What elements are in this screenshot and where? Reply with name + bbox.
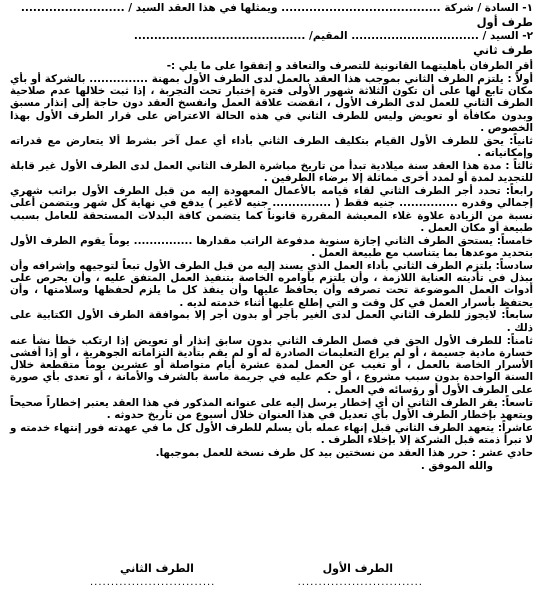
- clause-8: ثامناً: للطرف الأول الحق في فصل الطرف الثاني بدون سابق إنذار أو تعويض إذا ارتكب خطأ نشأ عنه خسارة مادية جسيمة ، أو لم يراع التعليمات الصادرة له أو لم يقم بتأدية التزاماته الجوهرية ، أو إذا أفشى الأسرار الخاصة بالعمل ، أو تغيب عن العمل لمدة عشرة أيام متواصلة أو عشرين يوماً متقطعة خلال السنة الواحدة بدون سبب مشروع ، أو حكم عليه في جريمة ماسة بالشرف والأمانة ، أو تعدى بأي صورة على الطرف الأول أو رؤسائه في العمل .: [10, 334, 533, 396]
- clause-1: أولاً : يلتزم الطرف الثاني بموجب هذا العقد بالعمل لدى الطرف الأول بمهنة ............... بالشركة أو بأي مكان تابع لها على أن تكون الثلاثة شهور الأولى فترة إختبار تحت التجربة ، إذا ثبت خلالها عدم صلاحية الطرف الثاني للعمل لدى الطرف الأول ، انقضت علاقة العمل وانفسخ العقد دون حاجة إلى إنذار مسبق وبدون مكافأة أو تعويض وليس للطرف الثاني في هذه الحالة الاعتراض على قرار الطرف الأول بهذا الخصوص .: [10, 72, 533, 134]
- clause-10: عاشراً: يتعهد الطرف الثاني قبل إنهاء عمله بأن يسلم للطرف الأول كل ما في عهدته فور إنتهاء خدمته و لا تبرأ ذمته قبل الشركة إلا بإخلاء الطرف .: [10, 421, 533, 446]
- closing-text: والله الموفق .: [420, 459, 493, 472]
- second-party-signature-line: ..............................: [90, 577, 216, 588]
- clause-9: تاسعاً: يقر الطرف الثاني أن أي إخطار يرسل إليه على عنوانه المذكور في هذا العقد يعتبر إخطاراً صحيحاً ويتعهد بإخطار الطرف الأول بأي تعديل في هذا العنوان خلال أسبوع من تاريخ حدوثه .: [10, 396, 533, 421]
- clause-2: ثانياً: يحق للطرف الأول القيام بتكليف الطرف الثاني بأداء أي عمل آخر بشرط ألا يتعارض مع قدراته وإمكانياته .: [10, 134, 533, 160]
- clause-6: سادساً: يلتزم الطرف الثاني بأداء العمل الذي يسند إليه من قبل الطرف الأول تبعاً لتوجيهه وإشرافه وأن يبذل في تأديته العناية اللازمة ، وأن يلتزم بأوامره الخاصة بتنفيذ العمل المتفق عليه ، وأن يحرص على أدوات العمل الموضوعة تحت تصرفه وأن يحافظ عليها وأن ينفذ كل ما يلزم لحفظها وسلامتها ، وأن يحتفظ بأسرار العمل في كل وقت و التي إطلع عليها أثناء خدمته لديه .: [10, 259, 533, 309]
- contract-body: [10, 60, 533, 472]
- first-party-line: ١- السادة / شركة ........................................ ويمثلها في هذا العقد السيد / ..........................: [20, 2, 533, 14]
- second-party-label: طرف ثاني: [473, 43, 533, 57]
- clause-11: حادي عشر : حرر هذا العقد من نسختين بيد كل طرف نسخة للعمل بموجبها.: [155, 446, 533, 459]
- first-party-signature-line: ..............................: [297, 577, 423, 588]
- second-party-line: ٢- السيد / ................................ المقيم/ ...........................................: [133, 30, 533, 42]
- first-party-label: طرف أول: [476, 15, 533, 29]
- intro-text: أقر الطرفان بأهليتهما القانونية للتصرف والتعاقد و إتفقوا على ما يلي :-: [166, 60, 533, 72]
- clause-4: رابعاً: تحدد أجر الطرف الثاني لقاء قيامه بالأعمال المعهودة إليه من قبل الطرف الأول براتب شهري إجمالي وقدره ............... جنيه فقط ( ............... جنيه لاغير ) يدفع في نهاية كل شهر ويتضمن أعلى نسبة من الزيادة علاوة غلاء المعيشة المقررة قانوناً كما يتضمن كافة البدلات المستحقة للعامل بسبب طبيعة أو مكان العمل .: [10, 184, 533, 234]
- first-party-signature-label: الطرف الأول: [322, 562, 393, 575]
- clause-3: ثالثاً : مدة هذا العقد سنة ميلادية تبدأ من تاريخ مباشرة الطرف الثاني العمل لدى الطرف الأول غير قابلة للتجديد لمدة أو لمدد أخرى مماثلة إلا برضاء الطرفين .: [10, 159, 533, 185]
- second-party-signature-label: الطرف الثاني: [120, 562, 194, 575]
- clause-7: سابعاً: لايجوز للطرف الثاني العمل لدى الغير بأجر أو بدون أجر إلا بموافقة الطرف الأول الكتابية على ذلك .: [10, 309, 533, 334]
- clause-5: خامساً: يستحق الطرف الثاني إجازة سنوية مدفوعة الراتب مقدارها ............... يوماً يقوم الطرف الأول بتحديد موعدها بما يتناسب مع طبيعة العمل .: [10, 234, 533, 259]
